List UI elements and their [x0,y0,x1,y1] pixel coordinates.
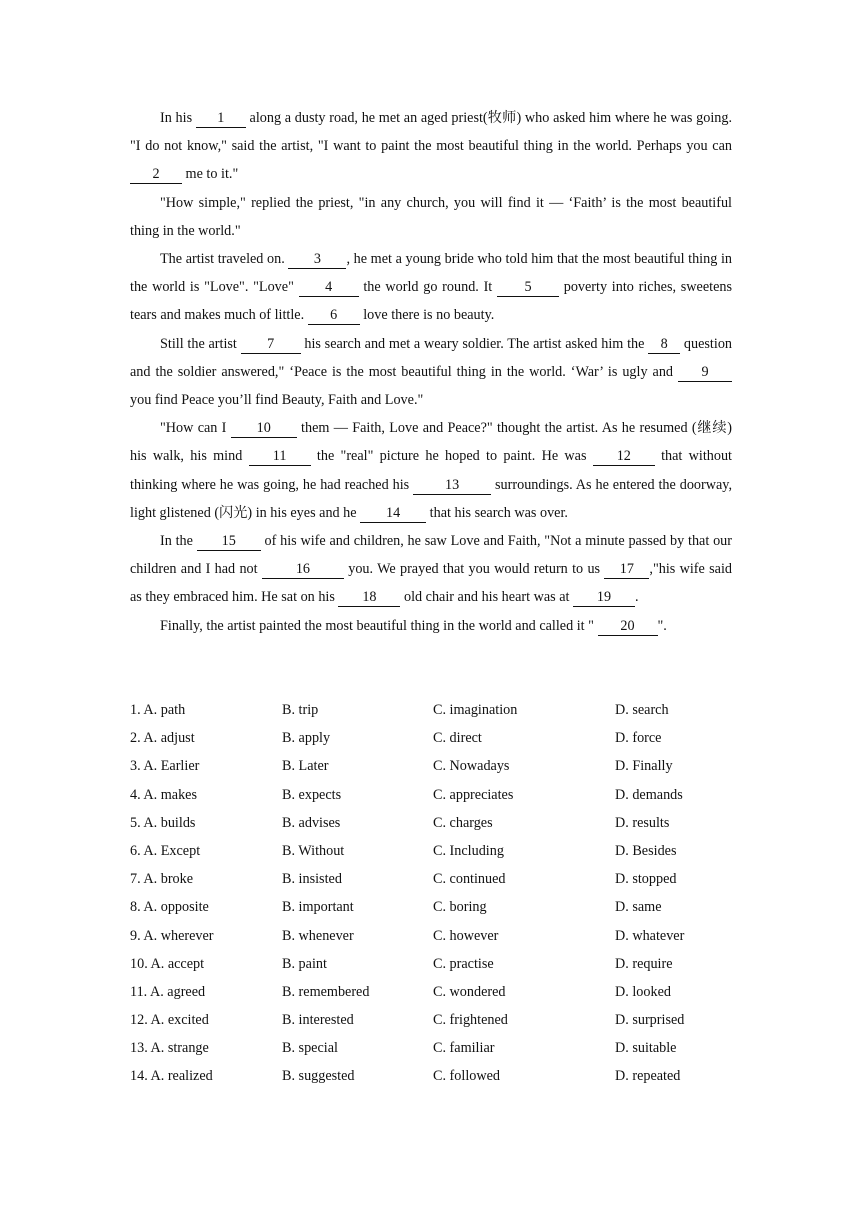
option-a: 1. A. path [130,702,186,718]
paragraph-3 [130,245,732,330]
option-d: D. search [615,702,669,718]
option-c: C. continued [433,871,506,888]
blank-14: 14 [360,505,426,523]
option-b: B. apply [282,730,331,747]
blank-10: 10 [231,420,297,438]
option-a: 11. A. agreed [130,983,206,1000]
option-b: B. Without [282,842,345,859]
passage-text: ,"his wife said as they embraced him. He sat on his [130,561,732,606]
option-d: D. Besides [615,842,677,859]
option-d: D. require [615,955,673,972]
option-c: C. practise [433,955,494,972]
option-c: C. wondered [433,983,506,1000]
question-13-options [130,1034,732,1062]
option-d: D. suitable [615,1040,677,1057]
question-9-options [130,922,732,950]
option-d: D. looked [615,983,671,1000]
option-a: 14. A. realized [130,1068,213,1085]
option-d: D. demands [615,786,683,803]
option-a: 12. A. excited [130,1012,209,1029]
option-c: C. direct [433,730,482,747]
option-c: C. boring [433,899,487,916]
paragraph-2: "How simple," replied the priest, "in any church, you will find it — ‘Faith’ is the most beautiful thing in the world." [130,194,732,239]
option-a: 2. A. adjust [130,730,195,747]
passage-text: "How can I [160,420,231,437]
paragraph-1 [130,104,732,189]
option-a: 8. A. opposite [130,899,209,916]
option-a: 13. A. strange [130,1040,209,1057]
option-a: 4. A. makes [130,786,197,803]
question-3-options [130,752,732,780]
passage-text: surroundings. As he entered the doorway, light glistened (闪光) in his eyes and he [130,476,732,521]
passage-text: Finally, the artist painted the most beautiful thing in the world and called it " [160,617,598,634]
answer-options-table [130,696,732,1091]
blank-15: 15 [197,533,261,551]
option-b: B. trip [282,702,319,718]
blank-20: 20 [598,618,658,636]
option-b: B. whenever [282,927,354,944]
option-c: C. however [433,927,499,944]
passage-text: that without thinking where he was going, he had reached his [130,448,733,493]
question-7-options [130,865,732,893]
question-5-options [130,809,732,837]
blank-9: 9 [678,364,732,382]
blank-1: 1 [196,110,246,128]
option-a: 3. A. Earlier [130,758,200,775]
option-c: C. Nowadays [433,758,510,775]
passage-text: you find Peace you’ll find Beauty, Faith and Love." [130,392,424,409]
blank-3: 3 [288,251,346,269]
option-d: D. stopped [615,871,677,888]
cloze-passage [130,104,732,640]
question-4-options [130,781,732,809]
option-d: D. Finally [615,758,673,775]
question-14-options [130,1062,732,1090]
passage-text: question and the soldier answered," ‘Peace is the most beautiful thing in the world. ‘War’ is ugly and [130,335,733,380]
option-b: B. advises [282,814,341,831]
question-8-options [130,893,732,921]
option-a: 6. A. Except [130,842,201,859]
passage-text: ". [657,617,667,634]
option-a: 10. A. accept [130,955,205,972]
option-b: B. insisted [282,871,342,888]
paragraph-6 [130,527,732,612]
option-b: B. expects [282,786,342,803]
passage-text: you. We prayed that you would return to us [343,561,605,578]
option-c: C. charges [433,814,493,831]
passage-text: In the [160,533,197,550]
passage-text: the "real" picture he hoped to paint. He was [310,448,593,465]
option-c: C. appreciates [433,786,514,803]
option-b: B. special [282,1040,338,1057]
passage-text: Still the artist [160,335,241,352]
option-d: D. same [615,899,662,916]
passage-text: along a dusty road, he met an aged priest(牧师) who asked him where he was going. "I do not know," said the artist, "I want to paint the most beautiful thing in the world. Perhaps you can [130,110,732,155]
question-10-options [130,950,732,978]
option-d: D. repeated [615,1068,681,1085]
question-2-options [130,724,732,752]
question-12-options [130,1006,732,1034]
option-d: D. whatever [615,927,685,944]
option-b: B. Later [282,758,329,775]
passage-text: the world go round. It [358,279,497,296]
blank-19: 19 [573,589,635,607]
blank-5: 5 [497,279,559,297]
passage-text: old chair and his heart was at [400,589,573,606]
blank-12: 12 [593,448,655,466]
paragraph-5 [130,414,732,527]
passage-text: me to it." [182,166,239,183]
option-b: B. suggested [282,1068,355,1085]
option-a: 9. A. wherever [130,927,214,944]
passage-text: poverty into riches, sweetens tears and makes much of little. [130,279,732,324]
passage-text: that his search was over. [426,504,568,521]
question-6-options [130,837,732,865]
blank-7: 7 [241,336,301,354]
passage-text: them — Faith, Love and Peace?" thought the artist. As he resumed (继续) his walk, his mind [130,420,732,465]
option-b: B. remembered [282,983,370,1000]
passage-text: his search and met a weary soldier. The artist asked him the [300,335,649,352]
passage-text: The artist traveled on. [160,251,289,268]
blank-8: 8 [648,336,680,354]
option-d: D. results [615,814,670,831]
question-11-options [130,978,732,1006]
option-a: 5. A. builds [130,814,196,831]
option-c: C. frightened [433,1012,508,1029]
option-c: C. familiar [433,1040,495,1057]
paragraph-7 [130,612,732,640]
option-b: B. important [282,899,354,916]
option-b: B. paint [282,955,327,972]
blank-4: 4 [299,279,359,297]
passage-text: In his [160,110,196,126]
passage-text: love there is no beauty. [359,307,495,324]
passage-text: of his wife and children, he saw Love and Faith, "Not a minute passed by that our children and I had not [130,533,732,578]
paragraph-4 [130,330,732,415]
blank-17: 17 [604,561,649,579]
option-c: C. followed [433,1068,500,1085]
passage-text: . [634,589,639,606]
blank-2: 2 [130,166,182,184]
blank-6: 6 [308,307,360,325]
option-c: C. imagination [433,702,518,718]
blank-18: 18 [338,589,400,607]
passage-text: , he met a young bride who told him that the most beautiful thing in the world is "Love". "Love" [130,251,732,296]
option-d: D. force [615,730,662,747]
option-c: C. Including [433,842,504,859]
question-1-options [130,696,732,724]
blank-11: 11 [249,448,311,466]
option-a: 7. A. broke [130,871,194,888]
option-d: D. surprised [615,1012,685,1029]
blank-16: 16 [262,561,344,579]
blank-13: 13 [413,477,491,495]
option-b: B. interested [282,1012,354,1029]
